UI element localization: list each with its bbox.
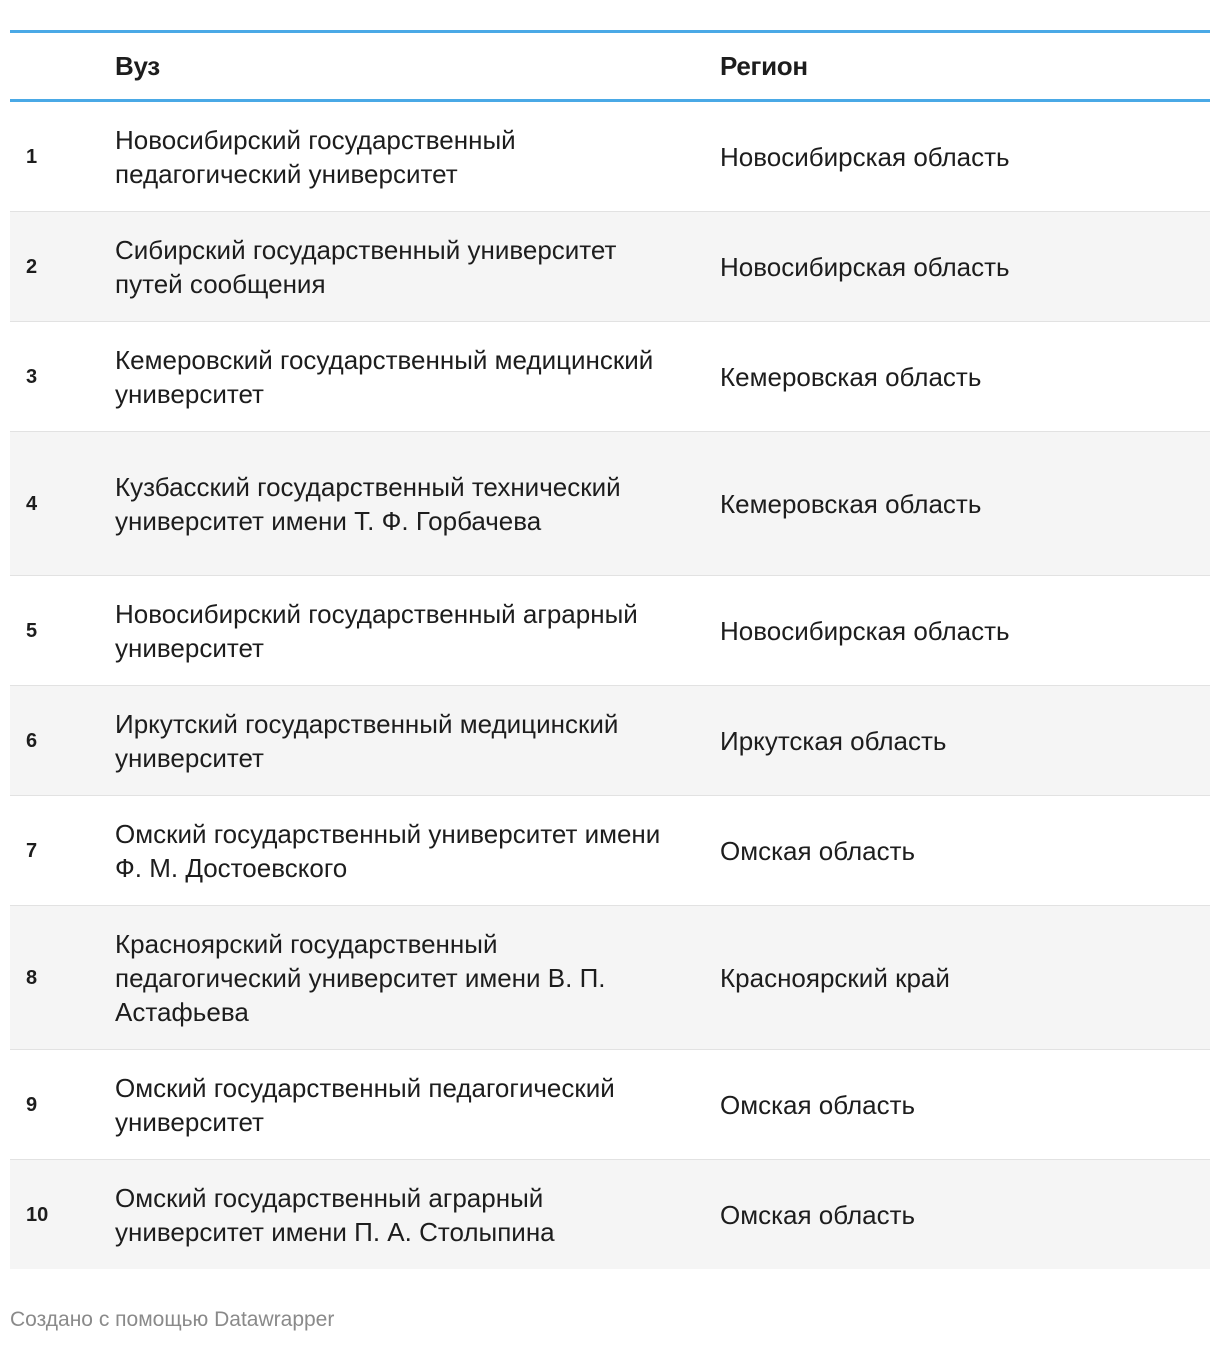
- table-header-row: [10, 32, 1210, 101]
- ranking-table-container: [10, 30, 1210, 1269]
- rank-cell: 9: [26, 1093, 38, 1116]
- university-cell: Кузбасский государственный технический университет имени Т. Ф. Горбачева: [115, 471, 621, 536]
- table-row: [10, 101, 1210, 212]
- table-row: [10, 212, 1210, 322]
- table-row: [10, 1050, 1210, 1160]
- university-cell: Новосибирский государственный аграрный университет: [115, 598, 638, 663]
- rank-cell: 10: [26, 1203, 49, 1226]
- region-cell: Новосибирская область: [720, 615, 1010, 646]
- column-header-university[interactable]: Вуз: [115, 50, 160, 81]
- region-cell: Новосибирская область: [720, 141, 1010, 172]
- region-cell: Новосибирская область: [720, 251, 1010, 282]
- column-header-rank[interactable]: [10, 32, 115, 101]
- table-row: [10, 796, 1210, 906]
- university-cell: Кемеровский государственный медицинский университет: [115, 344, 654, 409]
- region-cell: Иркутская область: [720, 725, 947, 756]
- region-cell: Кемеровская область: [720, 488, 982, 519]
- university-cell: Сибирский государственный университет путей сообщения: [115, 234, 617, 299]
- region-cell: Красноярский край: [720, 962, 950, 993]
- table-row: [10, 686, 1210, 796]
- rank-cell: 7: [26, 839, 38, 862]
- region-cell: Омская область: [720, 1089, 916, 1120]
- table-row: [10, 576, 1210, 686]
- rank-cell: 3: [26, 365, 38, 388]
- table-row: [10, 1160, 1210, 1270]
- university-cell: Омский государственный педагогический университет: [115, 1072, 615, 1137]
- column-header-region[interactable]: Регион: [720, 50, 808, 81]
- university-cell: Красноярский государственный педагогический университет имени В. П. Астафьева: [115, 928, 606, 1027]
- rank-cell: 4: [26, 492, 38, 515]
- university-cell: Иркутский государственный медицинский университет: [115, 708, 619, 773]
- rank-cell: 5: [26, 619, 38, 642]
- rank-cell: 6: [26, 729, 38, 752]
- university-cell: Омский государственный аграрный университет имени П. А. Столыпина: [115, 1182, 555, 1247]
- table-row: [10, 432, 1210, 576]
- table-row: [10, 906, 1210, 1050]
- ranking-table: [10, 30, 1210, 1269]
- datawrapper-credit: Создано с помощью Datawrapper: [10, 1308, 335, 1331]
- rank-cell: 1: [26, 145, 38, 168]
- table-row: [10, 322, 1210, 432]
- rank-cell: 2: [26, 255, 38, 278]
- rank-cell: 8: [26, 966, 38, 989]
- region-cell: Омская область: [720, 835, 916, 866]
- university-cell: Новосибирский государственный педагогический университет: [115, 124, 516, 189]
- university-cell: Омский государственный университет имени Ф. М. Достоевского: [115, 818, 661, 883]
- region-cell: Омская область: [720, 1199, 916, 1230]
- region-cell: Кемеровская область: [720, 361, 982, 392]
